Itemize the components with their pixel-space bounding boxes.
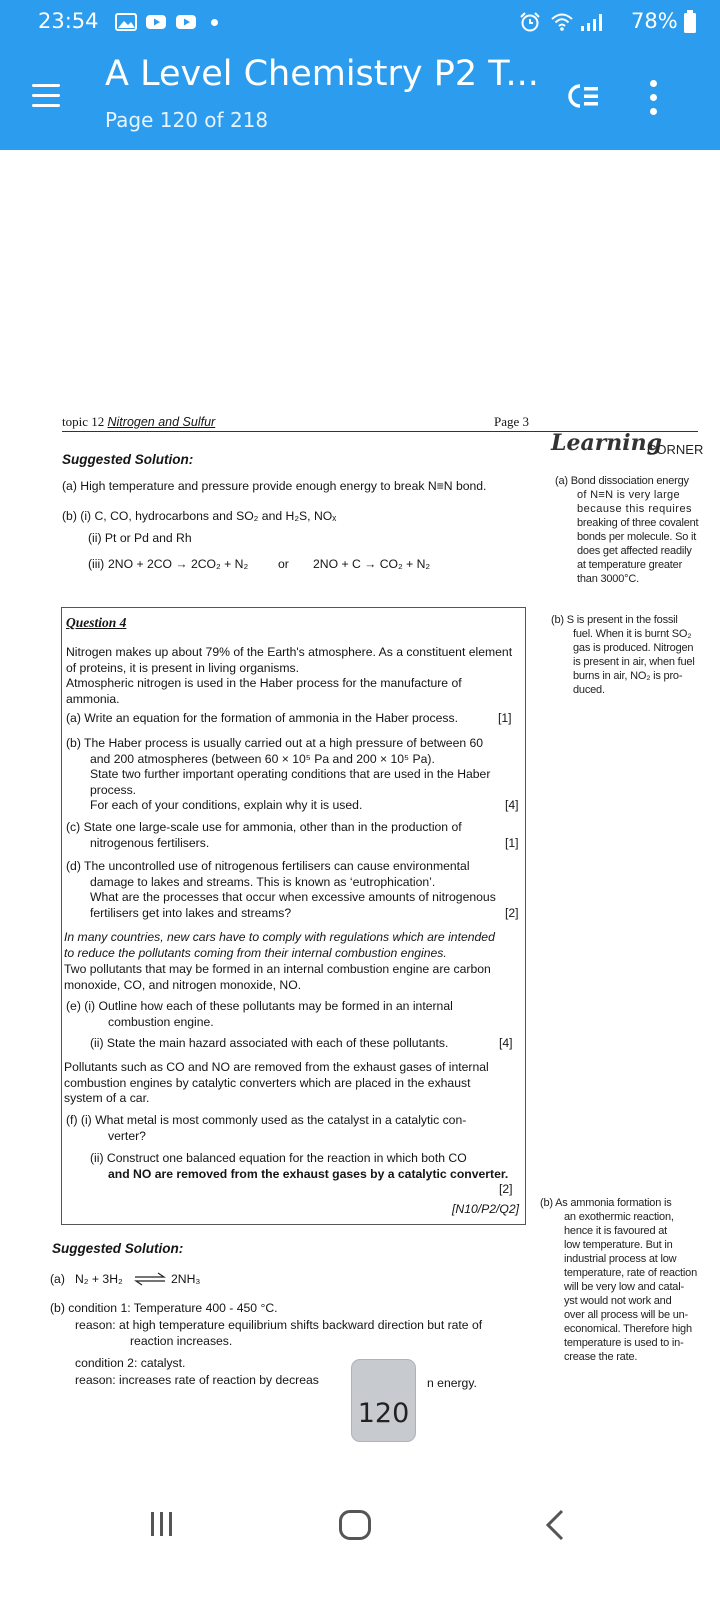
text-reflow-icon [570, 86, 580, 106]
solution2-b-reason1: reason: at high temperature equilibrium shifts backward direction but rate of reaction increases. [75, 1318, 483, 1348]
question-reference: [N10/P2/Q2] [452, 1202, 520, 1216]
side-note-c: (b) As ammonia formation is an exothermic reaction, hence it is favoured at low temperature. But in industrial process at low temperature, rate of reaction will be very low and catal- yst would not work and over all process will be un- economical. Therefore high temperature is used to in- crease the rate. [540, 1197, 697, 1363]
alarm-icon [519, 12, 541, 32]
more-vert-icon [650, 80, 657, 87]
more-options-button[interactable] [642, 76, 666, 120]
solution-b-iii-label: (iii) [88, 557, 105, 571]
question-e-mark: [4] [499, 1036, 513, 1050]
back-button[interactable] [540, 1508, 570, 1542]
page-indicator: Page 120 of 218 [105, 108, 269, 132]
question-e-i: (e) (i) Outline how each of these pollutants may be formed in an internal combustion engine. [66, 999, 453, 1029]
question-b: (b) The Haber process is usually carried out at a high pressure of between 60 and 200 atmospheres (between 60 × 10⁵ Pa and 200 × 10⁵ Pa). State two further important operating conditions that are used in the Haber process. For each of your conditions, explain why it is used. [66, 736, 491, 812]
status-bar [0, 0, 720, 46]
menu-button[interactable] [28, 76, 68, 116]
solution-b-iii-eq1: 2NO + 2CO → 2CO₂ + N₂ [108, 557, 249, 571]
question-a-mark: [1] [498, 711, 512, 725]
question-e-ii: (ii) State the main hazard associated with each of these pollutants. [90, 1036, 449, 1050]
equilibrium-arrow-icon [133, 1272, 167, 1286]
gallery-icon [115, 12, 137, 32]
recents-icon [151, 1512, 154, 1536]
question-d: (d) The uncontrolled use of nitrogenous fertilisers can cause environmental damage to lakes and streams. This is known as ‘eutrophication’. What are the processes that occur when excessive amounts of nitrogenous fertilisers get into lakes and streams? [66, 859, 496, 920]
solution-b-i: (b) (i) C, CO, hydrocarbons and SO₂ and H₂S, NOₓ [62, 509, 337, 523]
learning-logo: Learning [551, 430, 663, 456]
solution-b-ii: (ii) Pt or Pd and Rh [88, 531, 192, 545]
solution2-b-reason2: reason: increases rate of reaction by decreas [75, 1373, 319, 1387]
question-c-mark: [1] [505, 836, 519, 850]
back-icon [548, 1511, 562, 1539]
question-f-i: (f) (i) What metal is most commonly used as the catalyst in a catalytic con- verter? [66, 1113, 467, 1143]
home-button[interactable] [339, 1510, 371, 1540]
question-cars-text: In many countries, new cars have to comply with regulations which are intended to reduce the pollutants coming from their internal combustion engines. [64, 930, 495, 960]
solution2-b-reason2-end: n energy. [427, 1376, 477, 1390]
corner-logo: CORNER [647, 442, 704, 457]
question-title: Question 4 [66, 615, 127, 630]
solution-a: (a) High temperature and pressure provide enough energy to break N≡N bond. [62, 479, 487, 493]
app-bar [0, 46, 720, 150]
navigation-bar [0, 1490, 720, 1600]
battery-percent: 78% [631, 9, 678, 33]
solution-b-iii-eq2: 2NO + C → CO₂ + N₂ [313, 557, 431, 571]
side-note-a: (a) Bond dissociation energy of N≡N is very large because this requires breaking of three covalent bonds per molecule. So it does get affected readily at temperature greater than 3000°C. [555, 475, 699, 585]
question-f-ii: (ii) Construct one balanced equation for the reaction in which both CO and NO are removed from the exhaust gases by a catalytic converter. [90, 1151, 509, 1181]
page-number-badge[interactable]: 120 [351, 1359, 416, 1442]
recents-button[interactable] [147, 1512, 177, 1538]
battery-icon [683, 10, 697, 34]
status-time: 23:54 [38, 9, 99, 33]
solution2-a-label: (a) [50, 1272, 65, 1286]
question-b-mark: [4] [505, 798, 519, 812]
solution2-b-condition1: (b) condition 1: Temperature 400 - 450 °C. [50, 1301, 278, 1315]
solution2-a-lhs: N₂ + 3H₂ [75, 1272, 123, 1286]
side-note-b: (b) S is present in the fossil fuel. When it is burnt SO₂ gas is produced. Nitrogen is present in air, when fuel burns in air, NO₂ is pro- duced. [551, 614, 695, 696]
question-f-mark: [2] [499, 1182, 513, 1196]
question-c: (c) State one large-scale use for ammonia, other than in the production of nitrogenous fertilisers. [66, 820, 462, 850]
document-title: A Level Chemistry P2 T... [105, 54, 539, 94]
wifi-icon [551, 12, 573, 32]
question-pollutants-text: Two pollutants that may be formed in an internal combustion engine are carbon monoxide, CO, and nitrogen monoxide, NO. [64, 962, 491, 992]
question-intro: Nitrogen makes up about 79% of the Earth's atmosphere. As a constituent element of proteins, it is present in living organisms. Atmospheric nitrogen is used in the Haber process for the manufacture of ammonia. [66, 645, 513, 706]
solution2-b-condition2: condition 2: catalyst. [75, 1356, 186, 1370]
solution2-heading: Suggested Solution: [52, 1241, 184, 1256]
youtube-icon [145, 12, 167, 32]
text-reflow-button[interactable] [562, 78, 602, 114]
youtube-icon [175, 12, 197, 32]
question-a: (a) Write an equation for the formation of ammonia in the Haber process. [66, 711, 458, 725]
question-d-mark: [2] [505, 906, 519, 920]
menu-icon [32, 84, 60, 87]
solution-b-iii-or: or [278, 557, 289, 571]
solution-heading: Suggested Solution: [62, 452, 194, 467]
signal-icon [577, 12, 607, 32]
notification-dot-icon [211, 19, 218, 26]
page-label: Page 3 [494, 414, 530, 429]
question-exhaust-text: Pollutants such as CO and NO are removed from the exhaust gases of internal combustion engines by catalytic converters which are placed in the exhaust system of a car. [64, 1060, 489, 1105]
solution2-a-rhs: 2NH₃ [171, 1272, 201, 1286]
topic-header: topic 12 Nitrogen and Sulfur [62, 414, 216, 429]
